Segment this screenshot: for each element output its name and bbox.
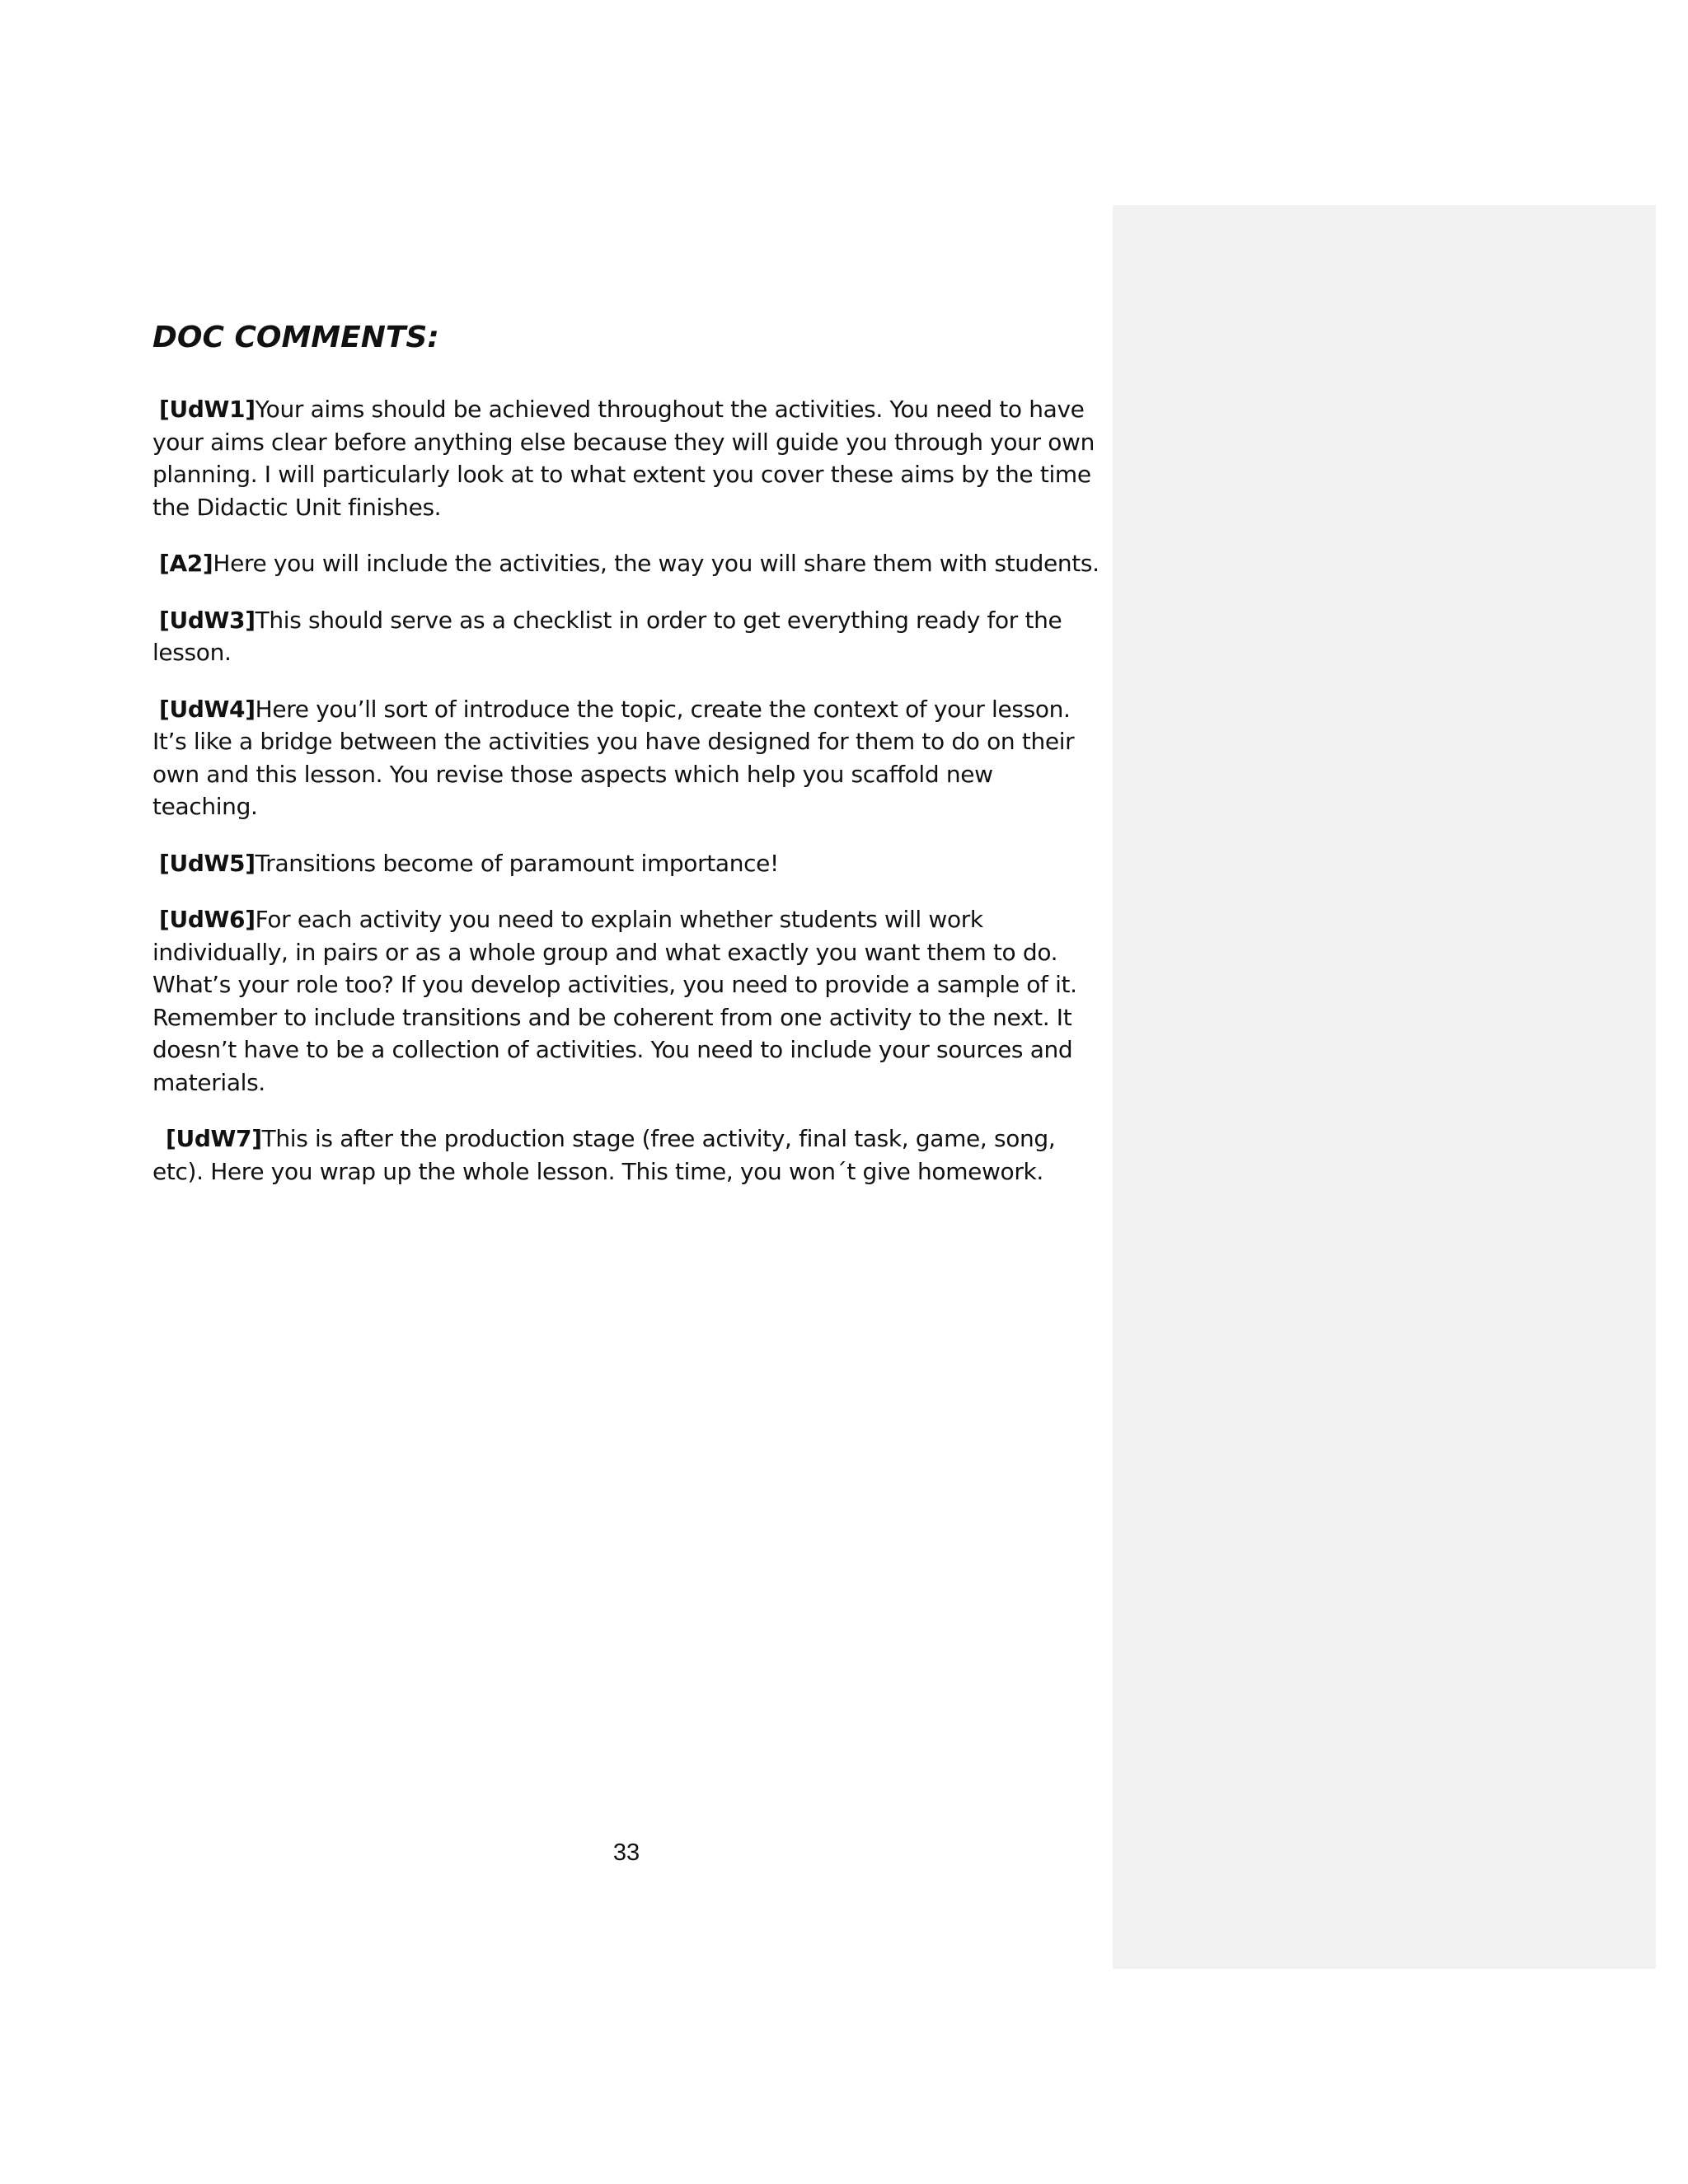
comment-text: Here you’ll sort of introduce the topic, create the context of your lesson. It’s like a bridge between the activities you have designed for them to do on their own and this lesson. You revise those aspects which help you scaffold new teaching. (152, 695, 1075, 820)
comment-id: [UdW1] (159, 396, 256, 423)
comment-id: [UdW4] (159, 695, 256, 723)
comment-a2 (152, 547, 1100, 580)
comment-id: [UdW6] (159, 906, 256, 933)
comment-text: Transitions become of paramount importance! (255, 849, 779, 877)
page-number: 33 (612, 1840, 640, 1866)
comment-udw6 (152, 903, 1100, 1099)
comment-udw5 (152, 847, 1100, 880)
comment-text: Your aims should be achieved throughout the activities. You need to have your aims clear before anything else because they will guide you through your own planning. I will particularly look at to what extent you cover these aims by the time the Didactic Unit finishes. (152, 396, 1095, 521)
comment-id: [UdW7] (166, 1125, 262, 1152)
comment-pane (1113, 205, 1656, 1969)
comment-text: Here you will include the activities, the way you will share them with students. (213, 550, 1100, 577)
comment-id: [UdW5] (159, 849, 256, 877)
comment-udw7 (152, 1122, 1100, 1188)
comment-udw1 (152, 393, 1100, 523)
comment-text: This should serve as a checklist in order to get everything ready for the lesson. (152, 606, 1062, 666)
comment-udw4 (152, 693, 1100, 823)
doc-comments-section (152, 317, 1100, 1212)
comment-id: [UdW3] (159, 606, 256, 634)
comment-text: For each activity you need to explain whether students will work individually, in pairs or as a whole group and what exactly you want them to do. What’s your role too? If you develop activities, you need to provide a sample of it. Remember to include transitions and be coherent from one activity to the next. It doesn’t have to be a collection of activities. You need to include your sources and materials. (152, 906, 1077, 1096)
comment-text: This is after the production stage (free activity, final task, game, song, etc). Here you wrap up the whole lesson. This time, you won´t give homework. (152, 1125, 1056, 1185)
comment-udw3 (152, 604, 1100, 669)
comment-id: [A2] (159, 550, 213, 577)
doc-comments-title: DOC COMMENTS: (152, 321, 439, 354)
